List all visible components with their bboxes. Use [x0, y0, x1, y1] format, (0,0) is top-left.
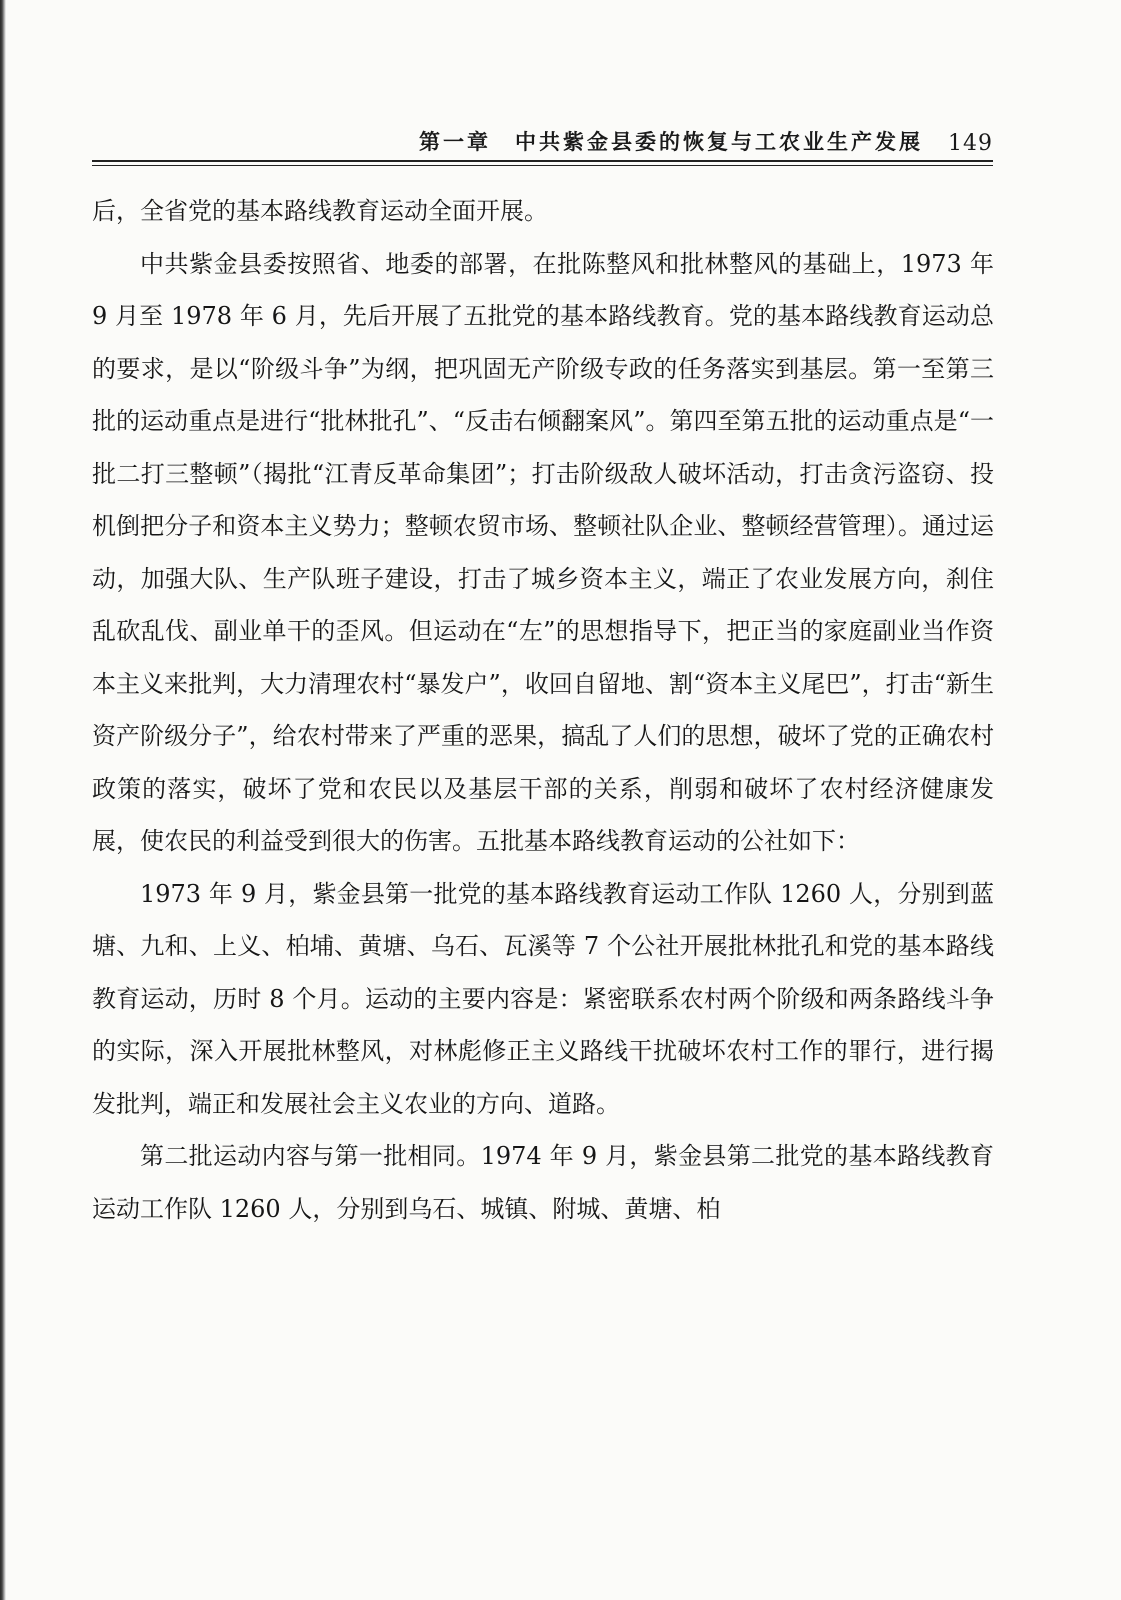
- paragraph: 中共紫金县委按照省、地委的部署，在批陈整风和批林整风的基础上，1973 年 9 月至 1978 年 6 月，先后开展了五批党的基本路线教育。党的基本路线教育运动总的要求，是以“阶级斗争”为纲，把巩固无产阶级专政的任务落实到基层。第一至第三批的运动重点是进行“批林批孔”、“反击右倾翻案风”。第四至第五批的运动重点是“一批二打三整顿”（揭批“江青反革命集团”；打击阶级敌人破坏活动，打击贪污盗窃、投机倒把分子和资本主义势力；整顿农贸市场、整顿社队企业、整顿经营管理）。通过运动，加强大队、生产队班子建设，打击了城乡资本主义，端正了农业发展方向，刹住乱砍乱伐、副业单干的歪风。但运动在“左”的思想指导下，把正当的家庭副业当作资本主义来批判，大力清理农村“暴发户”，收回自留地、割“资本主义尾巴”，打击“新生资产阶级分子”，给农村带来了严重的恶果，搞乱了人们的思想，破坏了党的正确农村政策的落实，破坏了党和农民以及基层干部的关系，削弱和破坏了农村经济健康发展，使农民的利益受到很大的伤害。五批基本路线教育运动的公社如下：: [92, 249, 994, 855]
- body-text: [92, 185, 994, 1235]
- chapter-title: 第一章 中共紫金县委的恢复与工农业生产发展: [419, 129, 923, 154]
- paragraph: 第二批运动内容与第一批相同。1974 年 9 月，紫金县第二批党的基本路线教育运动工作队 1260 人，分别到乌石、城镇、附城、黄塘、柏: [92, 1142, 994, 1223]
- paragraph: 1973 年 9 月，紫金县第一批党的基本路线教育运动工作队 1260 人，分别到蓝塘、九和、上义、柏埔、黄塘、乌石、瓦溪等 7 个公社开展批林批孔和党的基本路线教育运动，历时 8 个月。运动的主要内容是：紧密联系农村两个阶级和两条路线斗争的实际，深入开展批林整风，对林彪修正主义路线干扰破坏农村工作的罪行，进行揭发批判，端正和发展社会主义农业的方向、道路。: [92, 879, 994, 1118]
- page-binding-edge: [0, 0, 6, 1600]
- running-header: [92, 128, 993, 164]
- header-rule-thick: [92, 160, 993, 162]
- paragraph: 后，全省党的基本路线教育运动全面开展。: [92, 197, 548, 225]
- page-number: 149: [948, 131, 993, 156]
- header-rule-thin: [92, 165, 993, 166]
